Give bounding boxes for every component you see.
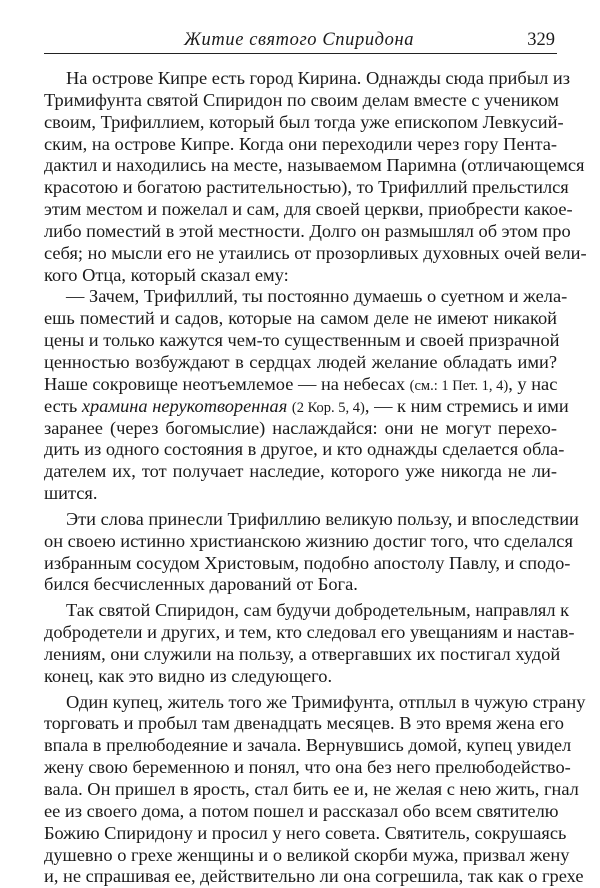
text-line: Божию Спиридону и просил у него совета. Святитель, сокрушаясь [44,822,567,843]
text-line: добродетели и других, и тем, кто следовал его увещаниям и настав- [44,622,575,643]
scripture-reference: (2 Кор. 5, 4) [291,399,365,416]
paragraph [44,68,587,286]
header-rule [44,53,557,54]
text-line: ешь поместий и садов, которые на самом деле не имеют никакой [44,308,557,329]
text-line: вала. Он пришел в ярость, стал бить ее и, не желая с нею жить, гнал [44,779,579,799]
text-line: он своею истинно христианскою жизнию достиг того, что сделался [44,530,573,551]
text-line: дактил и находились на месте, называемом Паримна (отличающемся [44,155,585,176]
paragraph [44,691,586,888]
italic-quote: храмина нерукотворенная [81,395,288,416]
text-line: впала в прелюбодеяние и зачала. Вернувшись домой, купец увидел [44,735,572,756]
running-title: Житие святого Спиридона [184,30,415,50]
text-line: заранее (через богомыслие) наслаждайся: они не могут перехо- [44,417,557,438]
text-line: жену свою беременною и понял, что она без него прелюбодейство- [44,757,571,778]
text-line: цены и только кажутся чем-то существенным и своей призрачной [44,330,560,351]
paragraph [44,600,575,687]
running-header [44,24,557,54]
text-line: лениям, они служили на пользу, а отвергавших их постигал худой [44,643,561,664]
text-line: торговать и пробыл там двенадцать месяцев. В это время жена его [44,713,564,734]
page-body [44,68,587,888]
paragraph [44,286,569,504]
text-line: ценностью возбуждают в сердцах людей желание обладать ими? [44,351,557,372]
text-line: дить из одного состояния в другое, и кто однажды сделается обла- [44,439,565,460]
text-line: Наше сокровище неотъемлемое — на небесах (см.: 1 Пет. 1, 4), у нас [44,373,558,394]
text-line: бился бесчисленных дарований от Бога. [44,574,358,595]
text-line: своим, Трифиллием, который был тогда уже епископом Левкусий- [44,111,564,132]
text-line: либо поместий в этой местности. Долго он размышлял об этом про [44,220,571,241]
text-line: есть храмина нерукотворенная (2 Кор. 5, 4), — к ним стремись и ими [44,395,569,416]
paragraph [44,508,579,596]
text-line: Так святой Спиридон, сам будучи добродетельным, направлял к [66,600,570,621]
text-line: избранным сосудом Христовым, подобно апостолу Павлу, и сподо- [44,552,571,573]
text-line: себя; но мысли его не утаились от прозорливых духовных очей вели- [44,242,587,263]
text-line: этим местом и пожелал и сам, для своей церкви, приобрести какое- [44,199,573,220]
text-line: конец, как это видно из следующего. [44,665,333,686]
text-line: ее из своего дома, а потом пошел и рассказал обо всем святителю [44,800,559,821]
text-line: кого Отца, который сказал ему: [44,264,289,285]
text-line: и, не спрашивая ее, действительно ли она согрешила, так как о грехе [44,866,584,887]
text-line: красотою и богатою растительностью), то Трифиллий прельстился [44,177,569,198]
text-line: Тримифунта святой Спиридон по своим делам вместе с учеником [44,89,559,110]
text-line: — Зачем, Трифиллий, ты постоянно думаешь о суетном и жела- [66,286,568,307]
scripture-reference: (см.: 1 Пет. 1, 4) [409,377,509,394]
text-line: На острове Кипре есть город Кирина. Однажды сюда прибыл из [66,68,570,88]
text-line: дателем их, тот получает наследие, которого уже никогда не ли- [44,461,557,482]
text-line: шится. [44,483,98,504]
text-line: Один купец, житель того же Тримифунта, отплыл в чужую страну [66,691,586,712]
text-line: душевно о грехе женщины и о великой скорби мужа, призвал жену [44,844,570,865]
page-number: 329 [527,30,555,50]
text-line: ским, на острове Кипре. Когда они переходили через гору Пента- [44,133,557,154]
text-line: Эти слова принесли Трифиллию великую пользу, и впоследствии [66,508,579,529]
